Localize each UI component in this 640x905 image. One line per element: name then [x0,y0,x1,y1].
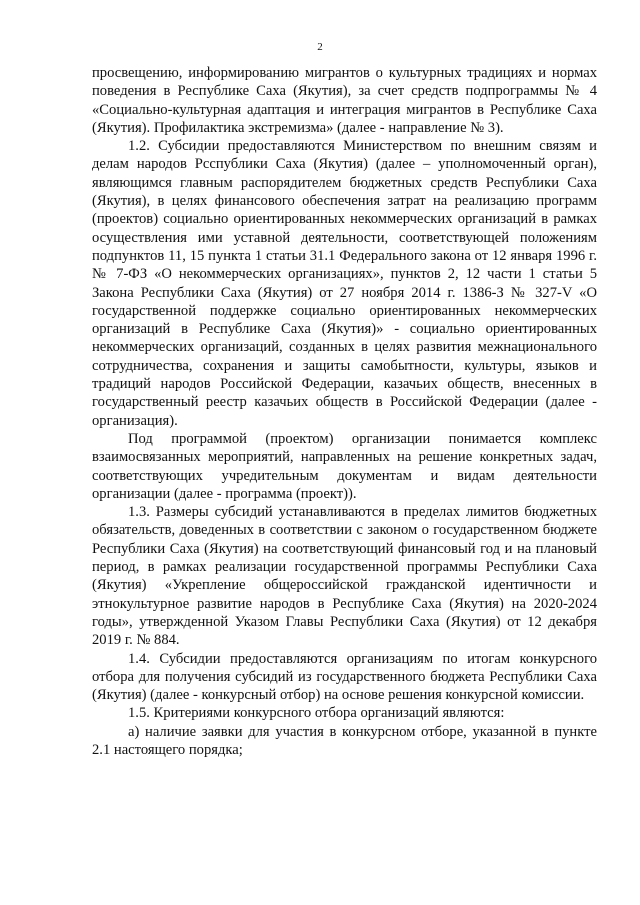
paragraph-1-5: 1.5. Критериями конкурсного отбора организаций являются: [128,705,505,722]
paragraph-program-definition: Под программой (проектом) организации понимается комплекс взаимосвязанных мероприятий, направленных на решение конкретных задач, соответствующих учредительным документам и видам деятельности организации (далее - программа (проект)). [92,430,597,502]
page-number: 2 [317,41,323,53]
paragraph-continuation: просвещению, информированию мигрантов о культурных традициях и нормах поведения в Республике Саха (Якутия), за счет средств подпрограммы № 4 «Социально-культурная адаптация и интеграция мигрантов в Республике Саха (Якутия). Профилактика экстремизма» (далее - направление № 3). [92,65,597,136]
paragraph-1-2: 1.2. Субсидии предоставляются Министерством по внешним связям и делам народов Рсспублики Саха (Якутия) (далее – уполномоченный орган), являющимся главным распорядителем бюджетных средств Республики Саха (Якутия), в целях финансового обеспечения затрат на реализацию программ (проектов) социально ориентированных некоммерческих организаций в рамках осуществления ими уставной деятельности, соответствующей положениям подпунктов 11, 15 пункта 1 статьи 31.1 Федерального закона от 12 января 1996 г. № 7-ФЗ «О некоммерческих организациях», пунктов 2, 12 части 1 статьи 5 Закона Республики Саха (Якутия) от 27 ноября 2014 г. 1386-З № 327-V «О государственной поддержке социально ориентированных некоммерческих организаций в Республике Саха (Якутия)» - социально ориентированных некоммерческих организаций, созданных в целях развития межнационального сотрудничества, сохранения и защиты самобытности, культуры, языков и традиций народов Российской Федерации, казачьих обществ, внесенных в государственный реестр казачьих обществ в Российской Федерации (далее - организация). [92,138,597,429]
paragraph-1-4: 1.4. Субсидии предоставляются организациям по итогам конкурсного отбора для получения субсидий из государственного бюджета Республики Саха (Якутия) (далее - конкурсный отбор) на основе решения конкурсной комиссии. [92,650,597,704]
paragraph-1-3: 1.3. Размеры субсидий устанавливаются в пределах лимитов бюджетных обязательств, доведенных в соответствии с законом о государственном бюджете Республики Саха (Якутия) на соответствующий финансовый год и на плановый период, в рамках реализации государственной программы Республики Саха (Якутия) «Укрепление общероссийской гражданской идентичности и этнокультурное развитие народов в Республике Саха (Якутия) на 2020-2024 годы», утвержденной Указом Главы Республики Саха (Якутия) от 12 декабря 2019 г. № 884. [92,504,597,649]
document-body [92,64,597,759]
paragraph-1-5-a: а) наличие заявки для участия в конкурсном отборе, указанной в пункте 2.1 настоящего порядка; [92,723,597,758]
